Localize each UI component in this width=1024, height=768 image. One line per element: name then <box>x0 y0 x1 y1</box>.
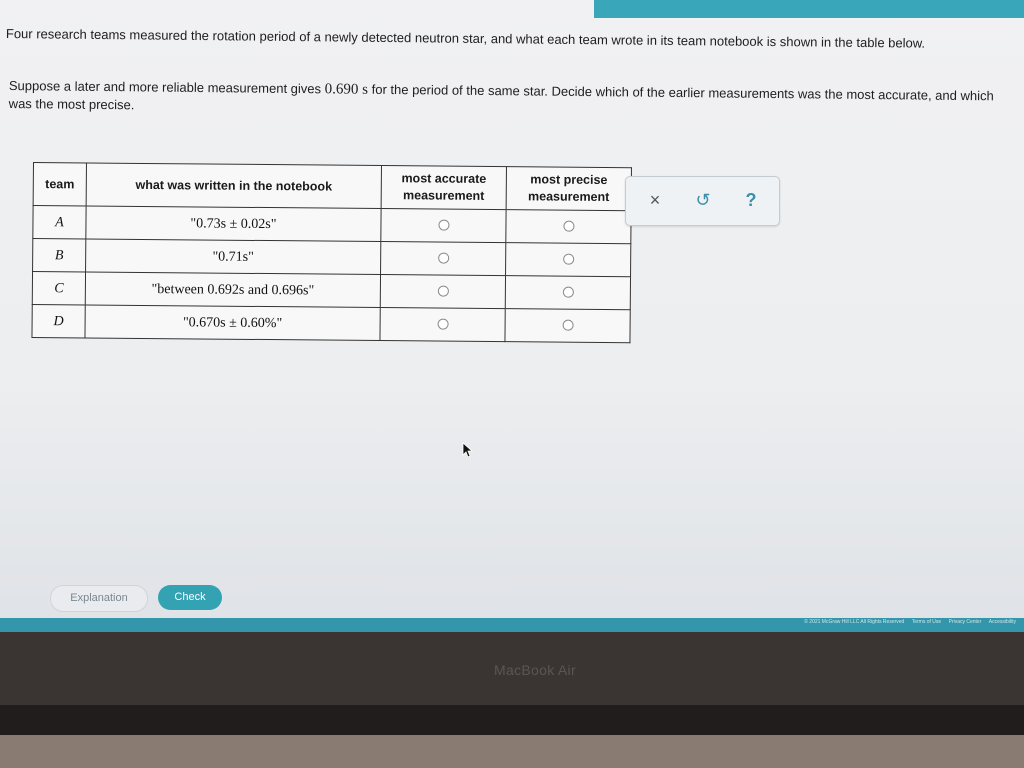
footer-terms-link[interactable]: Terms of Use <box>911 619 942 625</box>
table-header-row <box>33 163 631 211</box>
header-most-precise: most precise measurement <box>506 167 631 211</box>
table-row <box>32 272 630 310</box>
footer-accessibility-link[interactable]: Accessibility <box>988 619 1016 625</box>
accurate-radio-c[interactable] <box>437 285 448 296</box>
accurate-radio-b[interactable] <box>438 252 449 263</box>
device-label: MacBook Air <box>494 662 576 678</box>
answer-tools-panel <box>625 176 780 226</box>
notebook-value: "0.670s ± 0.60%" <box>182 314 283 331</box>
footer-privacy-link[interactable]: Privacy Center <box>948 619 982 625</box>
prompt-prefix: Suppose a later and more reliable measurement gives <box>8 77 322 97</box>
check-button[interactable]: Check <box>158 585 222 610</box>
footer-copyright: © 2021 McGraw Hill LLC All Rights Reserved <box>804 619 905 625</box>
question-prompt <box>9 77 1019 123</box>
table-row <box>33 239 631 277</box>
team-cell <box>32 304 85 337</box>
notebook-value: "0.73s ± 0.02s" <box>190 215 277 232</box>
laptop-hinge <box>0 705 1024 735</box>
accurate-cell <box>380 275 505 309</box>
accurate-cell <box>381 242 506 276</box>
notebook-cell <box>86 239 381 275</box>
team-letter: A <box>55 214 64 230</box>
notebook-cell <box>85 305 380 341</box>
notebook-value: "between 0.692s and 0.696s" <box>151 281 315 298</box>
header-team: team <box>33 163 86 206</box>
laptop-base <box>0 735 1024 768</box>
accurate-radio-d[interactable] <box>437 318 448 329</box>
notebook-value: "0.71s" <box>212 249 254 265</box>
close-icon[interactable]: × <box>649 190 661 210</box>
precise-radio-b[interactable] <box>563 253 574 264</box>
top-accent-bar <box>594 0 1024 18</box>
precise-radio-c[interactable] <box>562 286 573 297</box>
team-letter: B <box>54 247 64 263</box>
precise-radio-d[interactable] <box>562 319 573 330</box>
team-cell <box>33 239 86 272</box>
accurate-radio-a[interactable] <box>438 219 449 230</box>
accurate-cell <box>380 308 505 342</box>
table-row <box>32 304 630 342</box>
precise-cell <box>506 210 631 244</box>
precise-cell <box>505 276 630 310</box>
team-cell <box>33 206 86 239</box>
notebook-cell <box>85 272 380 308</box>
help-icon[interactable]: ? <box>745 190 757 210</box>
team-letter: D <box>53 313 64 329</box>
footer-bar <box>0 618 1024 632</box>
notebook-cell <box>86 206 381 242</box>
reference-value: 0.690 s <box>324 81 369 98</box>
measurement-table <box>31 162 632 343</box>
footer-links <box>798 619 1016 625</box>
prompt-suffix: for the period of the same star. Decide which of the earlier measurements was the most accurate, and which was the most precise. <box>8 81 994 113</box>
accurate-cell <box>381 209 506 243</box>
team-cell <box>32 272 85 305</box>
team-letter: C <box>54 280 64 296</box>
table-row <box>33 206 631 244</box>
precise-cell <box>505 309 630 343</box>
precise-radio-a[interactable] <box>563 220 574 231</box>
mouse-cursor-icon <box>462 442 474 458</box>
header-notebook: what was written in the notebook <box>86 163 381 209</box>
header-most-accurate: most accurate measurement <box>381 166 506 210</box>
undo-icon[interactable]: ↺ <box>695 190 711 210</box>
question-intro: Four research teams measured the rotation period of a newly detected neutron star, and what each team wrote in its team notebook is shown in the table below. <box>5 26 926 51</box>
explanation-button[interactable]: Explanation <box>50 585 148 612</box>
precise-cell <box>506 243 631 277</box>
